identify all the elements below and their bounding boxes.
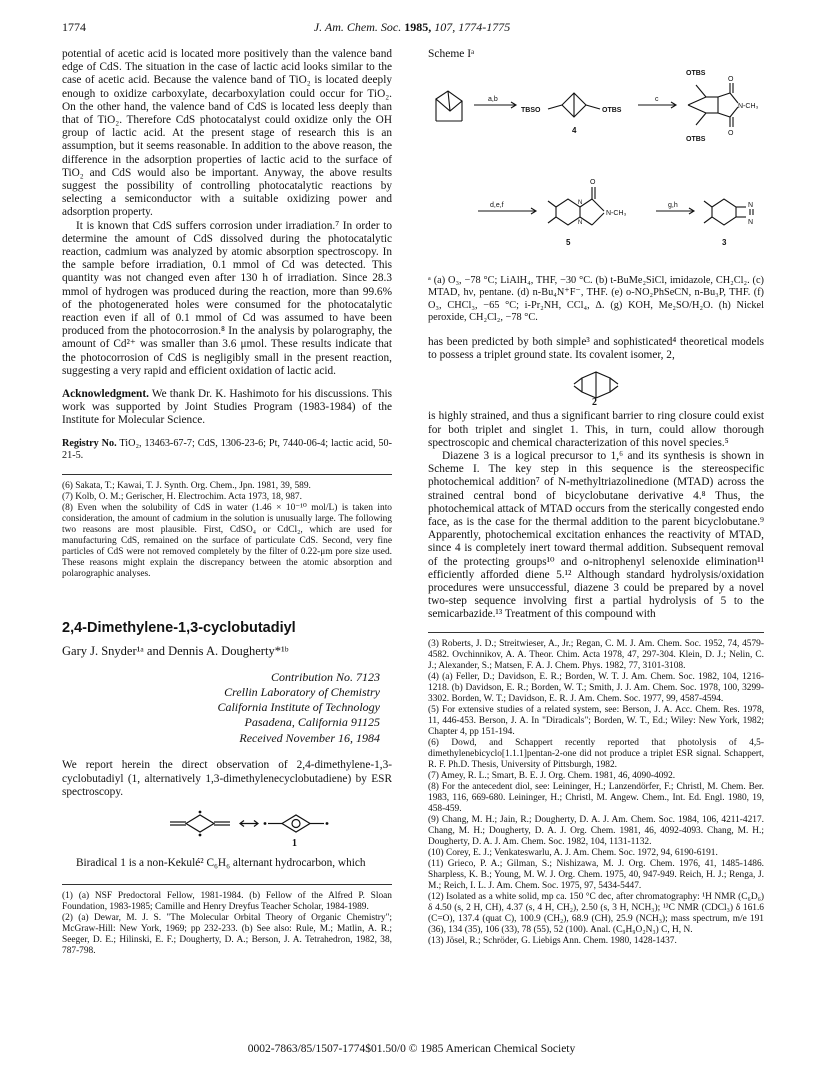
arrow-label-def: d,e,f [490, 202, 504, 210]
page-number: 1774 [62, 20, 86, 34]
n-label-3b: N [748, 219, 754, 227]
footnote: (6) Sakata, T.; Kawai, T. J. Synth. Org. Chem., Jpn. 1981, 39, 589. [62, 480, 311, 491]
structure-1-label: 1 [292, 837, 297, 849]
scheme-figure [428, 61, 764, 273]
reference: (8) For the antecedent diol, see: Leininger, H.; Lanzendörfer, F.; Christl, M. Chem. Ber. 1983, 116, 669-680. Leininger, H.; Christl, M. Angew. Chem., Int. Ed. Engl. 1980, 19, 458-459. [428, 781, 764, 814]
paragraph: is highly strained, and thus a significant barrier to ring closure could exist for both triplet and singlet 1. This, in turn, could allow thorough spectroscopic and chemical characterization of this novel species.⁵ [428, 410, 764, 449]
reference: (3) Roberts, J. D.; Streitwieser, A., Jr.; Regan, C. M. J. Am. Chem. Soc. 1952, 74, 4579-4582. Ovchinnikov, A. A. Theor. Chim. Acta 1978, 47, 297-304. Klein, D. J.; Nelin, C. J.; Alexander, S.; Matsen, F. A. J. Chem. Phys. 1982, 77, 3101-3108. [428, 638, 764, 671]
affil-line: Crellin Laboratory of Chemistry [224, 685, 380, 700]
compound-4-label: 4 [572, 126, 577, 136]
references-divider [428, 632, 764, 633]
biradical-structure-svg [62, 807, 392, 851]
scheme-footnote: ᵃ (a) O₃, −78 °C; LiAlH₄, THF, −30 °C. (b) t-BuMe₂SiCl, imidazole, CH₂Cl₂. (c) MTAD, hν, pentane. (d) n-Bu₄N⁺F⁻, THF. (e) o-NO₂PhSeCN, n-Bu₃P, THF. (f) O₃, CHCl₃, −65 °C; i-Pr₂NH, CCl₄, Δ. (g) KOH, Me₂SO/H₂O. (h) Nickel peroxide, CH₂Cl₂, −78 °C. [428, 275, 764, 323]
scheme-title: Scheme Iᵃ [428, 48, 475, 60]
page-footer: 0002-7863/85/1507-1774$01.50/0 © 1985 American Chemical Society [247, 1043, 576, 1055]
otbs-mid-label: OTBS [602, 107, 622, 115]
compound-5-label: 5 [566, 238, 571, 248]
journal-name: J. Am. Chem. Soc. [313, 20, 402, 34]
received-date: Received November 16, 1984 [239, 731, 380, 746]
footnote: (1) (a) NSF Predoctoral Fellow, 1981-1984. (b) Fellow of the Alfred P. Sloan Foundation, 1983-1985; Camille and Henry Dreyfus Teacher Scholar, 1984-1989. [62, 891, 392, 913]
reference: (6) Dowd, and Schappert recently reported that photolysis of 4,5-dimethylenebicyclo[1.1.1]pentan-2-one did not produce a triplet ESR signal. Schappert, R. F. Ph.D. Thesis, University of Pittsburgh, 1982. [428, 737, 764, 770]
acknowledgment [62, 388, 392, 428]
article-authors: Gary J. Snyder¹ᵃ and Dennis A. Dougherty*¹ᵇ [62, 643, 289, 658]
paragraph: has been predicted by both simple³ and sophisticated⁴ theoretical models to possess a triplet ground state. Its covalent isomer, 2, [428, 336, 764, 362]
paragraph: Diazene 3 is a logical precursor to 1,⁶ and its synthesis is shown in Scheme I. The key step in this sequence is the stereospecific photochemical addition⁷ of N-methyltriazolinedione (MTAD) across the strained central bond of bicyclobutane derivative 4.⁸ Thus, the photochemical attack of MTAD occurs from the sterically congested endo face, as is the case for the thermal addition to the parent bicyclobutane.⁹ Apparently, photochemical excitation enhances the reactivity of MTAD, since 4 is completely inert toward thermal addition. Subsequent removal of the protecting groups¹⁰ and o-nitrophenyl selenoxide elimination¹¹ efficiently afforded diene 5.¹² Although standard hydrolysis/oxidation procedures were unsuccessful, diazene 3 could be prepared by a novel two-step sequence involving first a partial hydrolysis of 5 to the semicarbazide.¹³ Treatment of this compound with [428, 450, 764, 621]
affil-line: California Institute of Technology [217, 700, 380, 715]
reference: (10) Corey, E. J.; Venkateswarlu, A. J. Am. Chem. Soc. 1972, 94, 6190-6191. [428, 847, 718, 858]
n-ch3-mid: N-CH₃ [606, 210, 627, 218]
ack-label: Acknowledgment. [62, 388, 149, 401]
o-mid-label: O [590, 179, 596, 187]
compound-3-label: 3 [722, 238, 727, 248]
footnote: (2) (a) Dewar, M. J. S. "The Molecular Orbital Theory of Organic Chemistry"; McGraw-Hill: New York, 1969; pp 232-233. (b) See also: Rule, M.; Matlin, A. R.; Seeger, D. E.; Hilinski, E. F.; Dougherty, D. A.; Berson, J. A. Tetrahedron, 1982, 38, 787-798. [62, 913, 392, 957]
structure-2-figure [428, 364, 764, 408]
page-header [62, 20, 762, 36]
journal-year: 1985, [404, 20, 432, 34]
reference: (13) Jösel, R.; Schröder, G. Liebigs Ann. Chem. 1980, 1428-1437. [428, 935, 677, 946]
n-label-5b: N [578, 220, 583, 227]
journal-citation [62, 20, 762, 35]
right-column [428, 48, 764, 947]
affil-line: Pasadena, California 91125 [244, 715, 380, 730]
journal-pages: 1774-1775 [458, 20, 511, 34]
ack-text: We thank Dr. K. Hashimoto for his discussions. This work was supported by Joint Studies Program (1983-1984) of the Institute for Molecular Science. [62, 388, 392, 427]
tbso-label: TBSO [521, 107, 541, 115]
journal-volume: 107, [434, 20, 456, 34]
n-label-5a: N [578, 200, 583, 207]
reference: (4) (a) Feller, D.; Davidson, E. R.; Borden, W. T. J. Am. Chem. Soc. 1982, 104, 1216-1218. (b) Davidson, E. R.; Borden, W. T.; Smith, J. J. Am. Chem. Soc. 1978, 100, 3299-3302. Borden, W. T.; Davidson, E. R. J. Am. Chem. Soc. 1977, 99, 4587-4594. [428, 671, 764, 704]
otbs-bottom-label: OTBS [686, 136, 706, 144]
structure-2-label: 2 [592, 397, 597, 409]
paragraph: potential of acetic acid is located more positively than the valence band edge of CdS. The situation in the case of lactic acid looks similar to the case of acetic acid. Because the valence band of TiO₂ is located deeply enough to oxidize carboxylate, decarboxylation could occur for TiO₂. On the other hand, the valence band of CdS is located less deeply than that of TiO₂. Therefore CdS photocatalyst could oxidize only the OH group of lactic acid. At the present stage of research this is an assumption, but it seems reasonable. In addition to the above reason, the difference in the adsorption properties of lactic acid to the surface of TiO₂ and CdS would also be important. Anyway, the above results suggest the possibility of controlling photocatalytic reactions by selecting a semiconductor with a suitable oxidizing power and adsorption property. [62, 48, 392, 219]
references [428, 639, 764, 947]
paragraph: Biradical 1 is a non-Kekulé² C₆H₆ alternant hydrocarbon, which [76, 856, 366, 869]
reg-text: TiO₂, 13463-67-7; CdS, 1306-23-6; Pt, 7440-06-4; lactic acid, 50-21-5. [62, 437, 392, 461]
footnote: (7) Kolb, O. M.; Gerischer, H. Electrochim. Acta 1973, 18, 987. [62, 491, 302, 502]
article-title: 2,4-Dimethylene-1,3-cyclobutadiyl [62, 619, 296, 636]
left-column [62, 48, 392, 957]
footnote-divider [62, 884, 392, 885]
n-label-3a: N [748, 202, 754, 210]
footnote: (8) Even when the solubility of CdS in water (1.46 × 10⁻¹⁰ mol/L) is taken into consideration, the amount of cadmium in the solution is unusually large. The following two reasons are most plausible. First, CdSO₄ or CdCl₂, which are used for manufacturing CdS, remained on the surface of particulate CdS. Second, very fine particles of CdS were not removed completely by the filter of 0.22-μm pore size used. These reasons might explain the discrepancy between the atomic absorption and polarographic analyses. [62, 502, 392, 579]
affiliation [62, 670, 392, 730]
o-bottom-label: O [728, 130, 734, 138]
registry-numbers [62, 438, 392, 462]
affil-line: Contribution No. 7123 [270, 670, 380, 685]
reg-label: Registry No. [62, 437, 117, 449]
paragraph: We report herein the direct observation of 2,4-dimethylene-1,3-cyclobutadiyl (1, alternatively 1,3-dimethylenecyclobutadiene) by ESR spectroscopy. [62, 759, 392, 798]
otbs-top-label: OTBS [686, 70, 706, 78]
arrow-label-gh: g,h [668, 202, 678, 210]
n-ch3-top: N-CH₃ [738, 103, 759, 111]
reference: (9) Chang, M. H.; Jain, R.; Dougherty, D. A. J. Am. Chem. Soc. 1984, 106, 4211-4217. Chang, M. H.; Dougherty, D. A. J. Org. Chem. 1981, 46, 4092-4093. Chang, M. H.; Dougherty, D. A. J. Am. Chem. Soc. 1982, 104, 1131-1132. [428, 814, 764, 847]
o-top-label: O [728, 76, 734, 84]
reference: (11) Grieco, P. A.; Gilman, S.; Nishizawa, M. J. Org. Chem. 1976, 41, 1485-1486. Sharpless, K. B.; Young, M. W. J. Org. Chem. 1975, 40, 947-949. Reich, H. J.; Renga, J. M.; Reich, I. L. J. Am. Chem. Soc. 1975, 97, 5434-5447. [428, 858, 764, 891]
structure-1-figure [62, 807, 392, 851]
footnote-divider [62, 474, 392, 475]
arrow-label-c: c [655, 96, 659, 104]
reference: (12) Isolated as a white solid, mp ca. 150 °C dec, after chromatography: ¹H NMR (C₆D₆) δ 4.50 (s, 2 H, CH), 4.37 (s, 4 H, CH₂), 2.50 (s, 3 H, NCH₃); ¹³C NMR (CDCl₃) δ 161.6 (C=O), 137.4 (quat C), 100.9 (CH₂), 68.9 (CH), 25.9 (NCH₃); mass spectrum, m/e 191 (36), 134 (35), 106 (33), 78 (55), 52 (100). Anal. (C₉H₉O₂N₃) C, H, N. [428, 891, 764, 935]
scheme-svg [428, 61, 764, 273]
arrow-label-ab: a,b [488, 96, 498, 104]
reference: (7) Amey, R. L.; Smart, B. E. J. Org. Chem. 1981, 46, 4090-4092. [428, 770, 676, 781]
paragraph: It is known that CdS suffers corrosion under irradiation.⁷ In order to determine the amount of CdS dissolved during the photocatalytic reaction, cadmium was analyzed by atomic absorption spectroscopy. In the sample before irradiation, 0.1 mmol of Cd was detected. This quantity was not changed even after 130 h of irradiation. Since 28.3 mmol of hydrogen was produced during the reaction, more than 99.6% of the photogenerated holes were consumed for the photocatalytic reaction even if all of 0.1 mmol of Cd was assumed to have been produced from the photocorrosion.⁸ In the analysis by polarography, the amount of Cd²⁺ was smaller than 3.6 μmol. These results indicate that the photocorrosion of CdS is negligibly small in the present reaction, suggesting a very rapid and efficient oxidation of lactic acid. [62, 219, 392, 377]
reference: (5) For extensive studies of a related system, see: Berson, J. A. Acc. Chem. Res. 1978, 11, 446-453. Berson, J. A. In "Diradicals"; Borden, W. T., Ed.; Wiley: New York, 1982; Chapter 4, pp 151-194. [428, 704, 764, 737]
